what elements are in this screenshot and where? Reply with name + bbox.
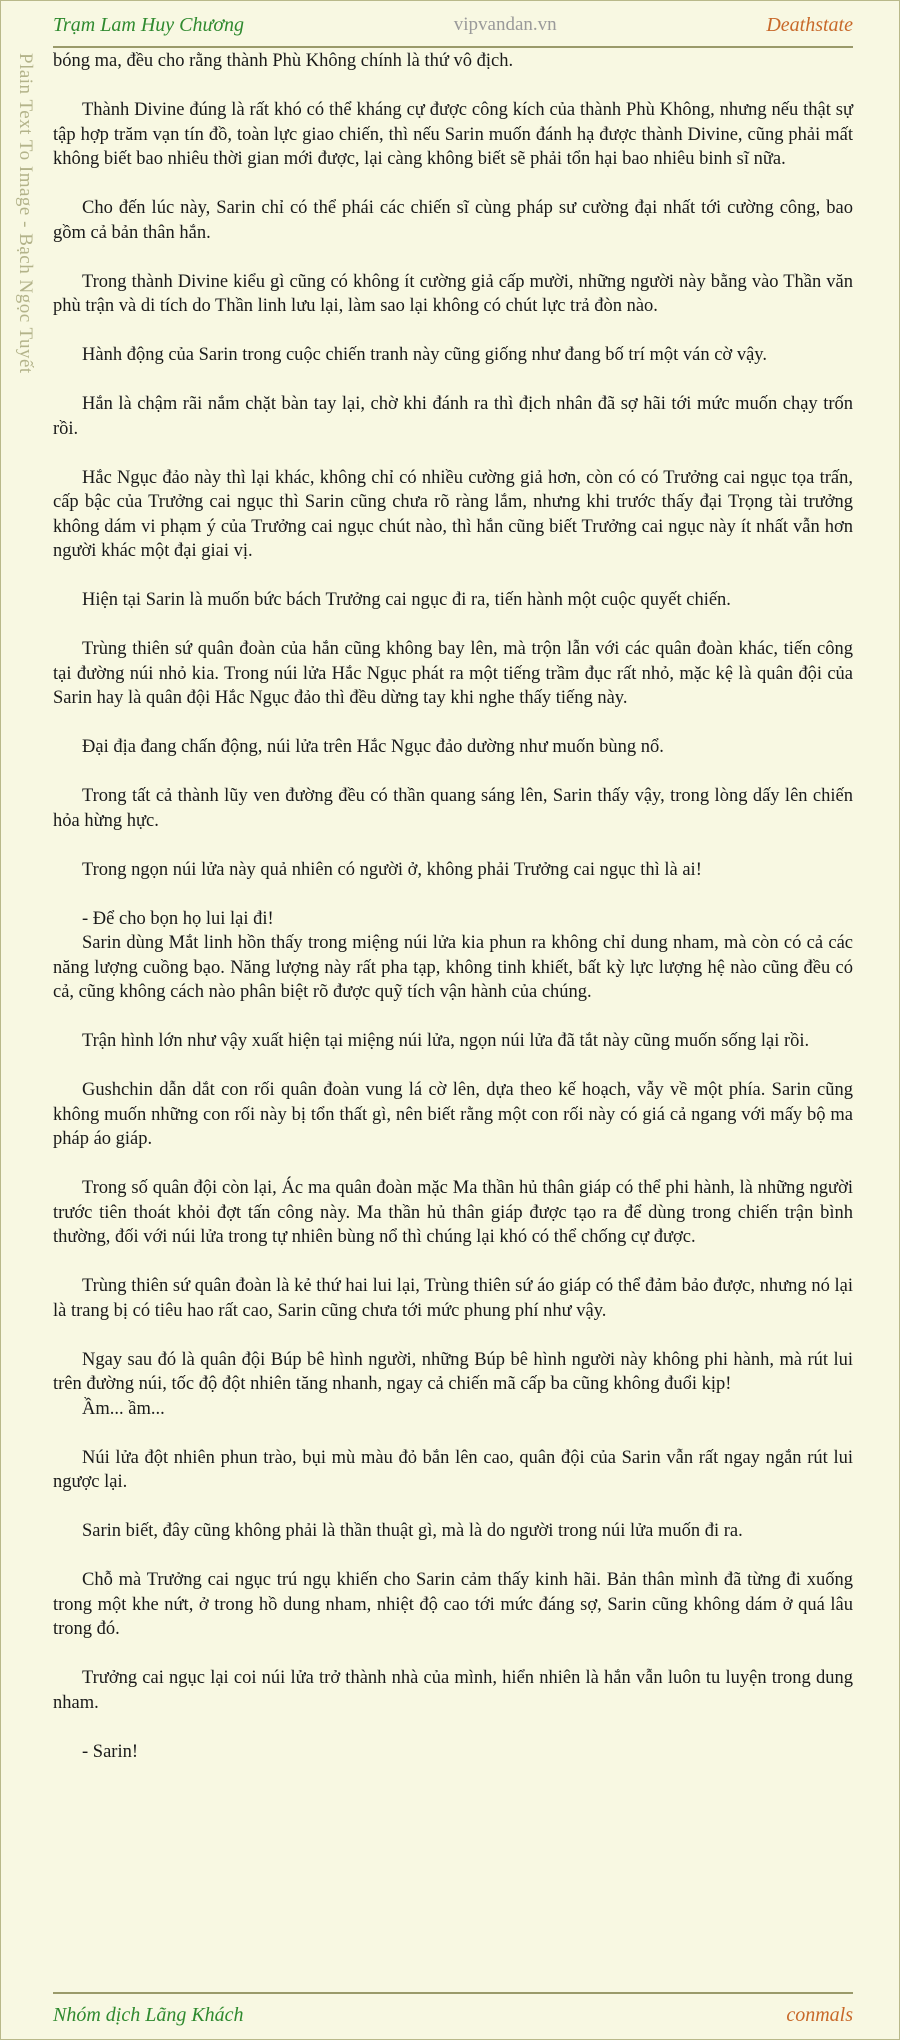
paragraph: Trong số quân đội còn lại, Ác ma quân đoàn mặc Ma thần hủ thân giáp có thể phi hành, là những người trước tiên thoát khỏi đợt tấn công này. Ma thần hủ thân giáp được tạo ra để dùng trong chiến trận bình thường, đối với núi lửa trong tự nhiên bùng nổ thì chúng lại khó có thể chống cự được. [53, 1178, 853, 1247]
side-watermark: Plain Text To Image - Bạch Ngọc Tuyết [15, 53, 36, 374]
chapter-text [53, 49, 853, 1789]
paragraph: Cho đến lúc này, Sarin chỉ có thể phái các chiến sĩ cùng pháp sư cường đại nhất tới cường công, bao gồm cả bản thân hắn. [53, 198, 853, 243]
paragraph: Trùng thiên sứ quân đoàn của hắn cũng không bay lên, mà trộn lẫn với các quân đoàn khác, tiến công tại đường núi nhỏ kia. Trong núi lửa Hắc Ngục phát ra một tiếng trầm đục rất nhỏ, mặc kệ là quân đội của Sarin hay là quân đội Hắc Ngục đảo thì đều dừng tay khi nghe thấy tiếng này. [53, 639, 853, 708]
paragraph: Hắc Ngục đảo này thì lại khác, không chỉ có nhiều cường giả hơn, còn có có Trưởng cai ngục tọa trấn, cấp bậc của Trưởng cai ngục thì Sarin cũng chưa rõ ràng lắm, nhưng khi trước thấy đại Trọng tài trưởng không dám vi phạm ý của Trưởng cai ngục chút nào, thì hắn cũng biết Trưởng cai ngục này ít nhất vẫn hơn người khác một đại giai vị. [53, 467, 853, 561]
paragraph: Núi lửa đột nhiên phun trào, bụi mù màu đỏ bắn lên cao, quân đội của Sarin vẫn rất ngay ngắn rút lui ngược lại. [53, 1447, 853, 1492]
paragraph: Sarin biết, đây cũng không phải là thần thuật gì, mà là do người trong núi lửa muốn đi ra. [82, 1521, 743, 1541]
dialogue-line: - Sarin! [82, 1741, 138, 1762]
dialogue-line: - Để cho bọn họ lui lại đi! [82, 908, 274, 929]
paragraph: Hành động của Sarin trong cuộc chiến tranh này cũng giống như đang bố trí một ván cờ vậy. [82, 345, 767, 365]
paragraph: Trong thành Divine kiểu gì cũng có không ít cường giả cấp mười, những người này bằng vào Thần văn phù trận và di tích do Thần linh lưu lại, làm sao lại không có chút lực trả đòn nào. [53, 271, 853, 316]
paragraph: Ngay sau đó là quân đội Búp bê hình người, những Búp bê hình người này không phi hành, mà rút lui trên đường núi, tốc độ đột nhiên tăng nhanh, ngay cả chiến mã cấp ba cũng không đuổi kịp! [53, 1349, 853, 1394]
header-author: Deathstate [766, 13, 853, 36]
paragraph: Gushchin dẫn dắt con rối quân đoàn vung lá cờ lên, dựa theo kế hoạch, vẫy về một phía. Sarin cũng không muốn những con rối này bị tổn thất gì, nên biết rằng một con rối này có giá cả ngang với mấy bộ ma pháp áo giáp. [53, 1080, 853, 1149]
page-footer [53, 1992, 853, 2036]
paragraph: Trong ngọn núi lửa này quả nhiên có người ở, không phải Trưởng cai ngục thì là ai! [82, 859, 702, 880]
footer-editor: conmals [786, 2003, 853, 2026]
sound-line: Ầm... ầm... [82, 1398, 165, 1419]
paragraph: Trận hình lớn như vậy xuất hiện tại miệng núi lửa, ngọn núi lửa đã tắt này cũng muốn sống lại rồi. [82, 1031, 810, 1051]
paragraph: bóng ma, đều cho rằng thành Phù Không chính là thứ vô địch. [53, 51, 514, 71]
paragraph: Sarin dùng Mắt linh hồn thấy trong miệng núi lửa kia phun ra không chỉ dung nham, mà còn có cả các năng lượng cuồng bạo. Năng lượng này rất pha tạp, không tinh khiết, bất kỳ lực lượng hệ nào cũng đều có cả, cũng không cách nào phân biệt rõ được quỹ tích vận hành của chúng. [53, 933, 853, 1002]
footer-translator-group: Nhóm dịch Lãng Khách [53, 2003, 244, 2026]
paragraph: Hiện tại Sarin là muốn bức bách Trưởng cai ngục đi ra, tiến hành một cuộc quyết chiến. [82, 590, 731, 610]
paragraph: Thành Divine đúng là rất khó có thể kháng cự được công kích của thành Phù Không, nhưng nếu thật sự tập hợp trăm vạn tín đồ, toàn lực giao chiến, thì nếu Sarin muốn đánh hạ được thành Divine, cũng phải mất không biết bao nhiêu thời gian mới được, lại càng không biết sẽ phải tổn hại bao nhiêu binh sĩ nữa. [53, 100, 853, 169]
page-header [53, 4, 853, 48]
paragraph: Trưởng cai ngục lại coi núi lửa trở thành nhà của mình, hiển nhiên là hắn vẫn luôn tu luyện trong dung nham. [53, 1668, 853, 1713]
paragraph: Chỗ mà Trưởng cai ngục trú ngụ khiến cho Sarin cảm thấy kinh hãi. Bản thân mình đã từng đi xuống trong một khe nứt, ở trong hồ dung nham, nhiệt độ cao tới mức đáng sợ, Sarin cũng không dám ở quá lâu trong đó. [53, 1570, 853, 1639]
header-site-name: Trạm Lam Huy Chương [53, 13, 245, 36]
paragraph: Trong tất cả thành lũy ven đường đều có thần quang sáng lên, Sarin thấy vậy, trong lòng dấy lên chiến hỏa hừng hực. [53, 786, 853, 831]
paragraph: Hắn là chậm rãi nắm chặt bàn tay lại, chờ khi đánh ra thì địch nhân đã sợ hãi tới mức muốn chạy trốn rồi. [53, 394, 853, 439]
paragraph: Đại địa đang chấn động, núi lửa trên Hắc Ngục đảo dường như muốn bùng nổ. [82, 737, 664, 757]
header-url: vipvandan.vn [453, 14, 557, 35]
paragraph: Trùng thiên sứ quân đoàn là kẻ thứ hai lui lại, Trùng thiên sứ áo giáp có thể đảm bảo được, nhưng nó lại là trang bị có tiêu hao rất cao, Sarin cũng chưa tới mức phung phí như vậy. [53, 1276, 853, 1321]
